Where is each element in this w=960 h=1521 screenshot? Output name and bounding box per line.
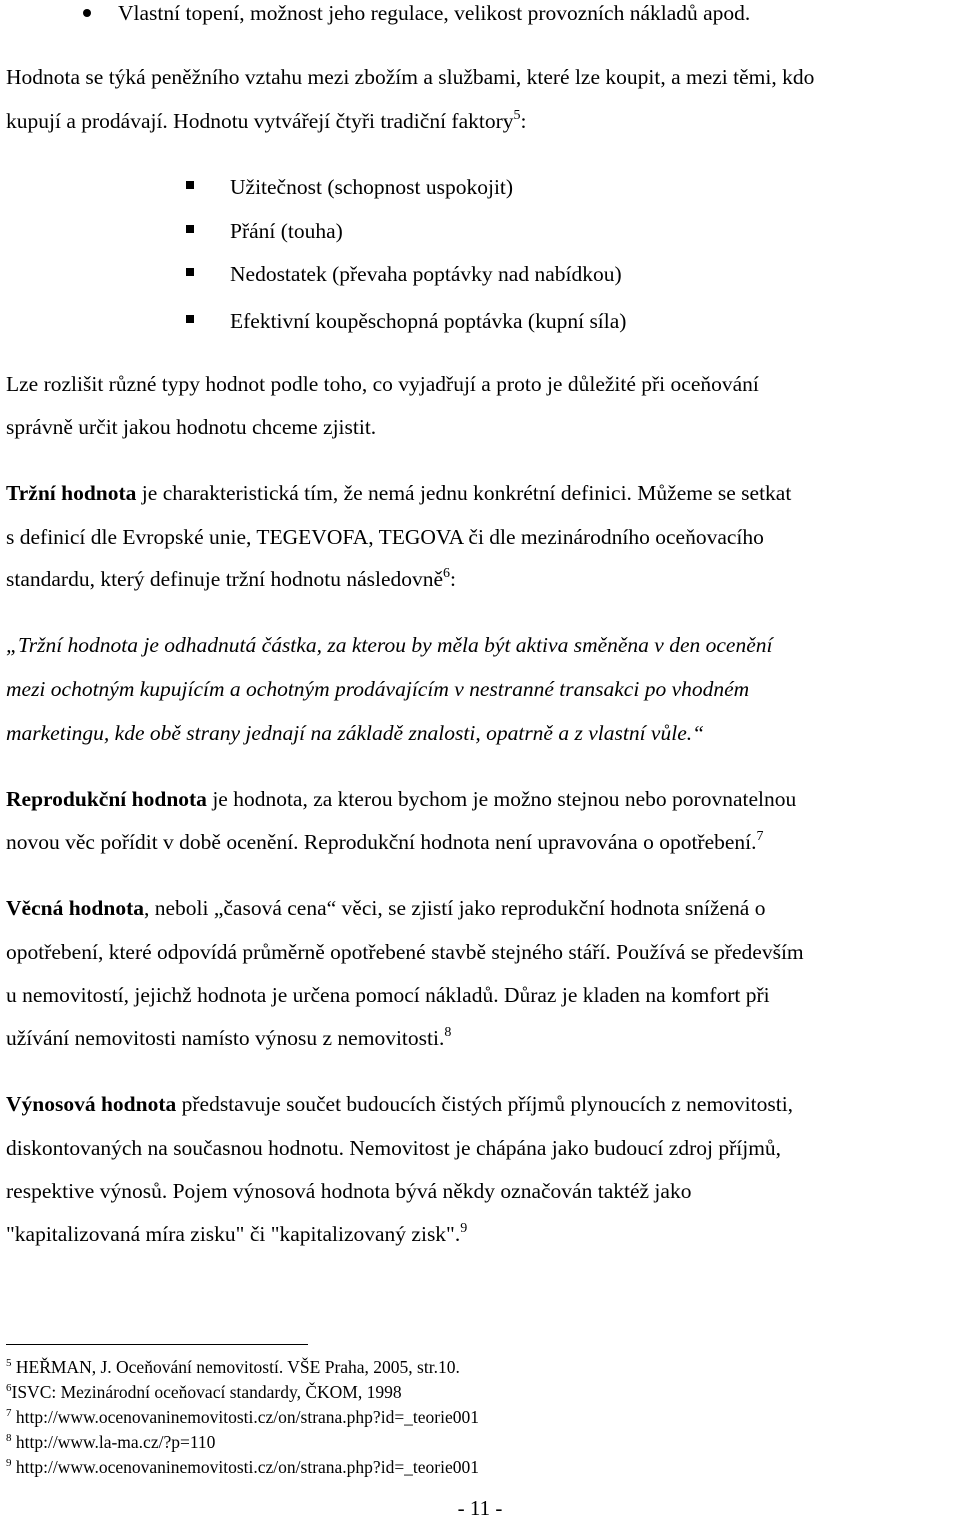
page-number: - 11 - xyxy=(457,1496,503,1520)
factor-item: Efektivní koupěschopná poptávka (kupní síla) xyxy=(230,309,627,333)
p6-line-3: respektive výnosů. Pojem výnosová hodnota bývá někdy označován taktéž jako xyxy=(6,1179,692,1203)
p5-line-4: užívání nemovitosti namísto výnosu z nemovitosti.$^8$ xyxy=(6,1025,452,1050)
factor-item: Užitečnost (schopnost uspokojit) xyxy=(230,175,514,199)
p3-line-2: s definicí dle Evropské unie, TEGEVOFA, TEGOVA či dle mezinárodního oceňovacího xyxy=(6,525,764,549)
p2-line-1: Lze rozlišit různé typy hodnot podle toho, co vyjadřují a proto je důležité při oceňování xyxy=(6,372,759,396)
p5-line-2: opotřebení, které odpovídá průměrně opotřebené stavbě stejného stáří. Používá se především xyxy=(6,940,804,964)
square-bullet-icon xyxy=(186,315,194,323)
p6-line-4: "kapitalizovaná míra zisku" či "kapitalizovaný zisk".$^9$ xyxy=(6,1221,468,1246)
p1-line-2: kupují a prodávají. Hodnotu vytvářejí čtyři tradiční faktory$^5$: xyxy=(6,108,527,133)
p4-line-1: Reprodukční hodnota je hodnota, za kterou bychom je možno stejnou nebo porovnatelnou xyxy=(6,787,797,811)
square-bullet-icon xyxy=(186,225,194,233)
factor-item: Přání (touha) xyxy=(230,219,343,243)
factor-item: Nedostatek (převaha poptávky nad nabídkou) xyxy=(230,262,622,286)
p5-line-1: Věcná hodnota, neboli „časová cena“ věci, se zjistí jako reprodukční hodnota snížená o xyxy=(6,896,766,920)
square-bullet-icon xyxy=(186,268,194,276)
bullet-top-text: Vlastní topení, možnost jeho regulace, velikost provozních nákladů apod. xyxy=(118,1,751,25)
footnote-link[interactable]: $^7$ http://www.ocenovaninemovitosti.cz/on/strana.php?id=_teorie001 xyxy=(6,1407,480,1427)
footnote: $^6$ISVC: Mezinárodní oceňovací standardy, ČKOM, 1998 xyxy=(6,1382,402,1402)
p3-line-1: Tržní hodnota je charakteristická tím, že nemá jednu konkrétní definici. Můžeme se setkat xyxy=(6,481,792,505)
p5-line-3: u nemovitostí, jejichž hodnota je určena pomocí nákladů. Důraz je kladen na komfort při xyxy=(6,983,770,1007)
footnote-link[interactable]: $^8$ http://www.la-ma.cz/?p=110 xyxy=(6,1432,216,1452)
bullet-dot-icon xyxy=(83,9,91,17)
p4-line-2: novou věc pořídit v době ocenění. Reprodukční hodnota není upravována o opotřebení.$^7$ xyxy=(6,829,764,854)
quote-line-1: „Tržní hodnota je odhadnutá částka, za kterou by měla být aktiva směněna v den ocenění xyxy=(6,633,773,657)
footnote: $^5$ HEŘMAN, J. Oceňování nemovitostí. VŠE Praha, 2005, str.10. xyxy=(6,1357,460,1377)
p3-line-3: standardu, který definuje tržní hodnotu následovně$^6$: xyxy=(6,566,457,591)
footnote-link[interactable]: $^9$ http://www.ocenovaninemovitosti.cz/on/strana.php?id=_teorie001 xyxy=(6,1457,480,1477)
p6-line-1: Výnosová hodnota představuje součet budoucích čistých příjmů plynoucích z nemovitosti, xyxy=(6,1092,794,1116)
p1-line-1: Hodnota se týká peněžního vztahu mezi zbožím a službami, které lze koupit, a mezi těmi, kdo xyxy=(6,65,815,89)
footnote-separator xyxy=(6,1344,308,1345)
p6-line-2: diskontovaných na současnou hodnotu. Nemovitost je chápána jako budoucí zdroj příjmů, xyxy=(6,1136,782,1160)
quote-line-2: mezi ochotným kupujícím a ochotným prodávajícím v nestranné transakci po vhodném xyxy=(6,677,750,701)
quote-line-3: marketingu, kde obě strany jednají na základě znalosti, opatrně a z vlastní vůle.“ xyxy=(6,721,705,745)
square-bullet-icon xyxy=(186,181,194,189)
p2-line-2: správně určit jakou hodnotu chceme zjistit. xyxy=(6,415,377,439)
